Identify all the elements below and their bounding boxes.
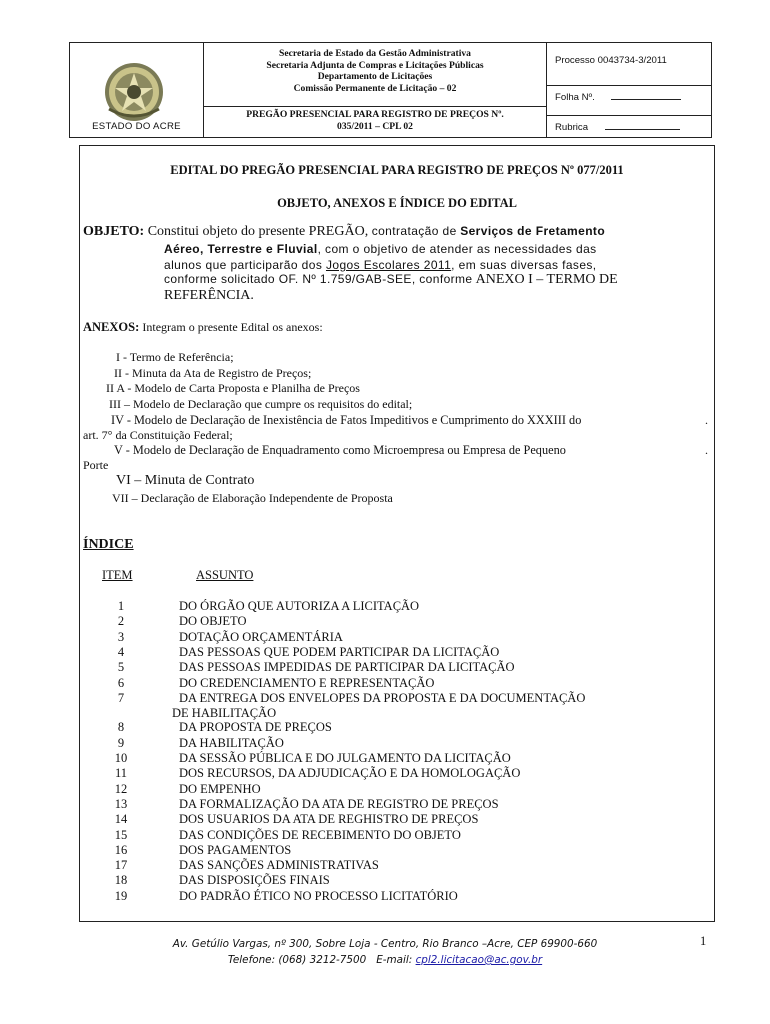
header-process-cell bbox=[547, 43, 711, 137]
anexo-item: VI – Minuta de Contrato bbox=[116, 473, 255, 488]
footer-address: Av. Getúlio Vargas, nº 300, Sobre Loja - Centro, Rio Branco –Acre, CEP 69900-660 bbox=[172, 938, 598, 950]
rubrica-field bbox=[547, 115, 711, 133]
department-line: Secretaria de Estado da Gestão Administrativa bbox=[279, 48, 471, 59]
objeto-highlight: Serviços de Fretamento bbox=[460, 224, 606, 238]
anexo-item: II A - Modelo de Carta Proposta e Planilha de Preços bbox=[106, 381, 360, 395]
index-item-subject: DAS PESSOAS IMPEDIDAS DE PARTICIPAR DA LICITAÇÃO bbox=[179, 660, 515, 675]
footer-email-link[interactable]: cpl2.licitacao@ac.gov.br bbox=[415, 954, 543, 966]
objeto-line-3 bbox=[164, 258, 597, 272]
anexo-item: I - Termo de Referência; bbox=[116, 350, 234, 364]
objeto-text: , em suas diversas fases, bbox=[451, 258, 597, 272]
anexos-intro bbox=[83, 320, 323, 335]
index-item-subject: DO OBJETO bbox=[179, 614, 247, 629]
index-item-subject: DAS SANÇÕES ADMINISTRATIVAS bbox=[179, 858, 379, 873]
anexo-item: III – Modelo de Declaração que cumpre os requisitos do edital; bbox=[109, 397, 413, 411]
index-item-number: 2 bbox=[117, 614, 125, 629]
index-item-subject: DA SESSÃO PÚBLICA E DO JULGAMENTO DA LICITAÇÃO bbox=[179, 751, 511, 765]
document-header bbox=[69, 42, 712, 138]
processo-number: Processo 0043734-3/2011 bbox=[555, 55, 667, 66]
pregao-line: PREGÃO PRESENCIAL PARA REGISTRO DE PREÇOS Nº. bbox=[246, 109, 504, 120]
indice-title: ÍNDICE bbox=[83, 537, 134, 552]
objeto-highlight: Aéreo, Terrestre e Fluvial bbox=[164, 242, 318, 256]
objeto-text: conforme solicitado OF. Nº 1.759/GAB-SEE, conforme bbox=[164, 272, 473, 286]
index-item-number: 7 bbox=[117, 690, 125, 705]
index-item-subject-continuation: DE HABILITAÇÃO bbox=[172, 706, 277, 721]
footer-contact bbox=[0, 952, 770, 968]
index-item-subject: DOS USUARIOS DA ATA DE REGHISTRO DE PREÇOS bbox=[179, 812, 479, 827]
index-item-number: 1 bbox=[117, 599, 125, 613]
index-item-subject: DA ENTREGA DOS ENVELOPES DA PROPOSTA E DA DOCUMENTAÇÃO bbox=[179, 690, 586, 705]
document-subtitle: OBJETO, ANEXOS E ÍNDICE DO EDITAL bbox=[277, 196, 517, 210]
folha-field bbox=[547, 85, 711, 103]
index-item-number: 11 bbox=[114, 766, 128, 781]
index-item-number: 4 bbox=[117, 644, 125, 659]
index-item-number: 5 bbox=[117, 660, 125, 675]
anexo-item: Porte bbox=[83, 458, 109, 472]
objeto-text: contratação de bbox=[371, 224, 457, 238]
anexo-item: II - Minuta da Ata de Registro de Preços; bbox=[114, 366, 312, 380]
index-item-subject: DAS PESSOAS QUE PODEM PARTICIPAR DA LICITAÇÃO bbox=[179, 644, 500, 659]
footer-email-label: E-mail: bbox=[376, 954, 413, 966]
objeto-text: , com o objetivo de atender as necessidades das bbox=[317, 242, 597, 256]
folha-label: Folha Nº. bbox=[555, 92, 595, 103]
index-item-subject: DAS CONDIÇÕES DE RECEBIMENTO DO OBJETO bbox=[179, 827, 461, 842]
rubrica-label: Rubrica bbox=[555, 122, 589, 133]
index-item-number: 3 bbox=[117, 629, 125, 644]
column-header-assunto: ASSUNTO bbox=[196, 568, 254, 582]
document-title: EDITAL DO PREGÃO PRESENCIAL PARA REGISTRO DE PREÇOS Nº 077/2011 bbox=[170, 163, 624, 177]
index-item-subject: DA HABILITAÇÃO bbox=[179, 735, 284, 750]
state-label: ESTADO DO ACRE bbox=[92, 121, 181, 132]
anexo-item: art. 7° da Constituição Federal; bbox=[83, 428, 233, 442]
objeto-text: Constitui objeto do presente PREGÃO, bbox=[147, 224, 369, 239]
header-department-cell bbox=[204, 43, 547, 137]
anexos-label: ANEXOS: bbox=[83, 320, 140, 334]
column-header-item: ITEM bbox=[102, 568, 133, 582]
index-item-subject: DOTAÇÃO ORÇAMENTÁRIA bbox=[179, 629, 343, 644]
anexo-item: IV - Modelo de Declaração de Inexistência de Fatos Impeditivos e Cumprimento do XXXIII do bbox=[111, 413, 582, 427]
index-item-subject: DAS DISPOSIÇÕES FINAIS bbox=[179, 873, 330, 888]
anexo-item: V - Modelo de Declaração de Enquadramento como Microempresa ou Empresa de Pequeno bbox=[114, 443, 566, 457]
jogos-escolares-text: Jogos Escolares 2011 bbox=[325, 258, 452, 272]
index-item-subject: DA FORMALIZAÇÃO DA ATA DE REGISTRO DE PREÇOS bbox=[179, 796, 499, 811]
index-item-subject: DO ÓRGÃO QUE AUTORIZA A LICITAÇÃO bbox=[179, 599, 420, 613]
index-item-number: 6 bbox=[117, 675, 125, 690]
index-item-subject: DOS PAGAMENTOS bbox=[179, 842, 292, 857]
index-item-subject: DA PROPOSTA DE PREÇOS bbox=[179, 720, 332, 735]
index-item-number: 8 bbox=[117, 720, 125, 735]
anexo-dot: . bbox=[705, 413, 708, 427]
department-line: Departamento de Licitações bbox=[317, 71, 433, 82]
index-item-number: 12 bbox=[114, 781, 128, 796]
index-item-number: 16 bbox=[114, 842, 128, 857]
anexo-item: VII – Declaração de Elaboração Independente de Proposta bbox=[112, 491, 393, 505]
index-item-subject: DO PADRÃO ÉTICO NO PROCESSO LICITATÓRIO bbox=[179, 888, 458, 903]
objeto-text: ANEXO I – TERMO DE bbox=[475, 272, 618, 287]
header-logo-cell bbox=[70, 43, 204, 137]
index-item-number: 19 bbox=[114, 888, 128, 903]
index-item-number: 14 bbox=[114, 812, 128, 827]
index-item-number: 9 bbox=[117, 735, 125, 750]
department-line: Secretaria Adjunta de Compras e Licitações Públicas bbox=[266, 59, 484, 71]
objeto-paragraph bbox=[83, 224, 605, 240]
index-item-subject: DO EMPENHO bbox=[179, 781, 261, 796]
objeto-text: alunos que participarão dos bbox=[164, 258, 323, 272]
index-item-number: 10 bbox=[114, 751, 128, 765]
index-item-number: 17 bbox=[114, 858, 128, 873]
rubrica-blank bbox=[605, 120, 680, 130]
objeto-label: OBJETO: bbox=[83, 224, 145, 239]
objeto-line-4 bbox=[164, 272, 618, 288]
index-item-number: 18 bbox=[114, 873, 128, 888]
pregao-line: 035/2011 – CPL 02 bbox=[337, 120, 413, 132]
department-line: Comissão Permanente de Licitação – 02 bbox=[293, 82, 457, 94]
footer-phone: Telefone: (068) 3212-7500 bbox=[227, 954, 367, 966]
page-number: 1 bbox=[700, 934, 707, 948]
index-item-number: 15 bbox=[114, 827, 128, 842]
objeto-line-2 bbox=[164, 242, 597, 256]
state-seal-icon bbox=[103, 61, 165, 123]
folha-blank bbox=[611, 90, 681, 100]
index-item-subject: DOS RECURSOS, DA ADJUDICAÇÃO E DA HOMOLOGAÇÃO bbox=[179, 766, 521, 781]
anexo-dot: . bbox=[705, 443, 708, 457]
objeto-line-5: REFERÊNCIA. bbox=[164, 288, 254, 303]
page-footer bbox=[0, 936, 770, 968]
index-item-number: 13 bbox=[114, 796, 128, 811]
anexos-text: Integram o presente Edital os anexos: bbox=[142, 320, 323, 334]
index-item-subject: DO CREDENCIAMENTO E REPRESENTAÇÃO bbox=[179, 675, 435, 690]
